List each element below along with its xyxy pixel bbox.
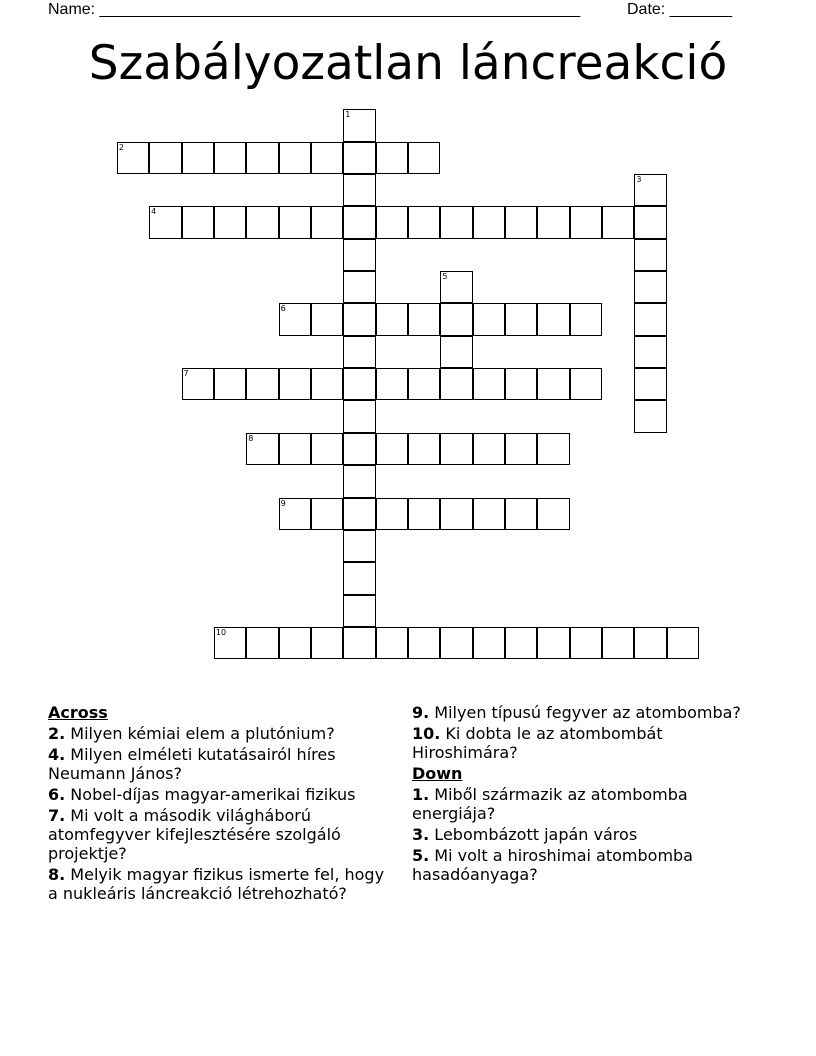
crossword-cell[interactable] xyxy=(505,206,537,238)
clue-down-3 xyxy=(412,825,742,844)
cell-number: 4 xyxy=(151,207,157,217)
crossword-cell[interactable] xyxy=(182,142,214,174)
crossword-cell[interactable] xyxy=(634,400,666,432)
crossword-cell[interactable] xyxy=(376,206,408,238)
clue-down-5 xyxy=(412,846,742,884)
crossword-cell[interactable] xyxy=(408,627,440,659)
crossword-cell[interactable] xyxy=(537,206,569,238)
clue-down-1 xyxy=(412,785,742,823)
clue-number: 8. xyxy=(48,865,66,884)
crossword-cell[interactable] xyxy=(505,627,537,659)
page-title: Szabályozatlan láncreakció xyxy=(88,36,728,91)
clue-number: 6. xyxy=(48,785,66,804)
crossword-cell[interactable] xyxy=(440,433,472,465)
crossword-cell[interactable] xyxy=(634,239,666,271)
crossword-cell[interactable] xyxy=(279,142,311,174)
crossword-cell[interactable] xyxy=(343,530,375,562)
crossword-cell[interactable] xyxy=(214,627,246,659)
crossword-cell[interactable] xyxy=(473,206,505,238)
crossword-cell[interactable] xyxy=(149,206,181,238)
crossword-cell[interactable] xyxy=(343,562,375,594)
cell-number: 8 xyxy=(248,433,254,443)
crossword-cell[interactable] xyxy=(440,206,472,238)
crossword-cell[interactable] xyxy=(279,433,311,465)
crossword-cell[interactable] xyxy=(343,400,375,432)
crossword-cell[interactable] xyxy=(505,433,537,465)
crossword-cell[interactable] xyxy=(634,206,666,238)
clue-number: 4. xyxy=(48,745,66,764)
clue-across-9 xyxy=(412,703,742,722)
crossword-cell[interactable] xyxy=(182,206,214,238)
crossword-cell[interactable] xyxy=(408,142,440,174)
crossword-cell[interactable] xyxy=(440,303,472,335)
name-line: Name: ______________________________________________________ xyxy=(48,1,581,18)
cell-number: 5 xyxy=(442,272,448,282)
crossword-cell[interactable] xyxy=(279,303,311,335)
crossword-cell[interactable] xyxy=(570,627,602,659)
crossword-cell[interactable] xyxy=(343,595,375,627)
crossword-cell[interactable] xyxy=(537,498,569,530)
cell-number: 7 xyxy=(183,369,189,379)
crossword-cell[interactable] xyxy=(311,206,343,238)
clue-text: Milyen elméleti kutatásairól híres Neumann János? xyxy=(48,745,336,783)
crossword-cell[interactable] xyxy=(343,368,375,400)
crossword-cell[interactable] xyxy=(408,206,440,238)
crossword-cell[interactable] xyxy=(311,368,343,400)
clue-text: Nobel-díjas magyar-amerikai fizikus xyxy=(65,785,356,804)
crossword-cell[interactable] xyxy=(667,627,699,659)
crossword-cell[interactable] xyxy=(440,271,472,303)
crossword-cell[interactable] xyxy=(634,368,666,400)
cell-number: 9 xyxy=(280,498,286,508)
crossword-cell[interactable] xyxy=(246,142,278,174)
crossword-cell[interactable] xyxy=(343,433,375,465)
clue-number: 2. xyxy=(48,724,66,743)
clues-column-left xyxy=(48,703,388,905)
crossword-cell[interactable] xyxy=(505,368,537,400)
crossword-cell[interactable] xyxy=(505,498,537,530)
crossword-cell[interactable] xyxy=(343,465,375,497)
crossword-cell[interactable] xyxy=(343,498,375,530)
crossword-cell[interactable] xyxy=(343,239,375,271)
clue-across-7 xyxy=(48,806,388,863)
crossword-cell[interactable] xyxy=(440,498,472,530)
crossword-cell[interactable] xyxy=(311,498,343,530)
crossword-cell[interactable] xyxy=(343,271,375,303)
crossword-cell[interactable] xyxy=(246,206,278,238)
cell-number: 6 xyxy=(280,304,286,314)
crossword-cell[interactable] xyxy=(311,627,343,659)
clue-number: 3. xyxy=(412,825,430,844)
crossword-cell[interactable] xyxy=(602,627,634,659)
crossword-cell[interactable] xyxy=(473,303,505,335)
crossword-cell[interactable] xyxy=(246,433,278,465)
crossword-cell[interactable] xyxy=(279,498,311,530)
crossword-cell[interactable] xyxy=(505,303,537,335)
across-heading: Across xyxy=(48,703,108,722)
crossword-cell[interactable] xyxy=(182,368,214,400)
crossword-cell[interactable] xyxy=(376,627,408,659)
crossword-cell[interactable] xyxy=(246,627,278,659)
crossword-cell[interactable] xyxy=(311,303,343,335)
crossword-cell[interactable] xyxy=(473,368,505,400)
clue-across-8 xyxy=(48,865,388,903)
crossword-cell[interactable] xyxy=(311,142,343,174)
crossword-cell[interactable] xyxy=(634,627,666,659)
clue-number: 1. xyxy=(412,785,430,804)
crossword-cell[interactable] xyxy=(214,206,246,238)
crossword-cell[interactable] xyxy=(473,498,505,530)
crossword-cell[interactable] xyxy=(440,336,472,368)
crossword-cell[interactable] xyxy=(602,206,634,238)
clue-number: 5. xyxy=(412,846,430,865)
crossword-cell[interactable] xyxy=(408,303,440,335)
clue-text: Melyik magyar fizikus ismerte fel, hogy a nukleáris láncreakció létrehozható? xyxy=(48,865,385,903)
crossword-cell[interactable] xyxy=(408,433,440,465)
crossword-cell[interactable] xyxy=(537,433,569,465)
clue-text: Milyen típusú fegyver az atombomba? xyxy=(429,703,741,722)
crossword-cell[interactable] xyxy=(343,627,375,659)
cell-number: 1 xyxy=(345,110,351,120)
down-heading: Down xyxy=(412,764,463,783)
clue-number: 10. xyxy=(412,724,441,743)
clue-across-6 xyxy=(48,785,388,804)
crossword-cell[interactable] xyxy=(343,174,375,206)
clue-number: 7. xyxy=(48,806,66,825)
crossword-cell[interactable] xyxy=(440,627,472,659)
crossword-cell[interactable] xyxy=(376,368,408,400)
crossword-cell[interactable] xyxy=(537,627,569,659)
crossword-cell[interactable] xyxy=(149,142,181,174)
crossword-cell[interactable] xyxy=(408,368,440,400)
crossword-cell[interactable] xyxy=(440,368,472,400)
crossword-cell[interactable] xyxy=(473,627,505,659)
crossword-cell[interactable] xyxy=(117,142,149,174)
crossword-cell[interactable] xyxy=(343,142,375,174)
crossword-cell[interactable] xyxy=(311,433,343,465)
crossword-cell[interactable] xyxy=(279,627,311,659)
crossword-cell[interactable] xyxy=(634,271,666,303)
crossword-cell[interactable] xyxy=(376,498,408,530)
clue-text: Ki dobta le az atombombát Hiroshimára? xyxy=(412,724,663,762)
crossword-cell[interactable] xyxy=(246,368,278,400)
crossword-cell[interactable] xyxy=(473,433,505,465)
clue-across-10 xyxy=(412,724,742,762)
crossword-cell[interactable] xyxy=(634,336,666,368)
date-line: Date: _______ xyxy=(627,1,732,18)
crossword-cell[interactable] xyxy=(537,303,569,335)
crossword-cell[interactable] xyxy=(570,303,602,335)
clues-column-right xyxy=(412,703,742,886)
crossword-cell[interactable] xyxy=(343,303,375,335)
clue-text: Miből származik az atombomba energiája? xyxy=(412,785,688,823)
crossword-cell[interactable] xyxy=(376,142,408,174)
crossword-cell[interactable] xyxy=(343,336,375,368)
crossword-cell[interactable] xyxy=(343,206,375,238)
crossword-cell[interactable] xyxy=(376,303,408,335)
crossword-cell[interactable] xyxy=(570,206,602,238)
clue-across-2 xyxy=(48,724,388,743)
crossword-cell[interactable] xyxy=(570,368,602,400)
crossword-cell[interactable] xyxy=(537,368,569,400)
cell-number: 10 xyxy=(215,627,227,637)
cell-number: 2 xyxy=(118,142,124,152)
clue-number: 9. xyxy=(412,703,430,722)
crossword-cell[interactable] xyxy=(343,109,375,141)
clue-across-4 xyxy=(48,745,388,783)
crossword-cell[interactable] xyxy=(634,303,666,335)
crossword-cell[interactable] xyxy=(376,433,408,465)
cell-number: 3 xyxy=(636,175,642,184)
clue-text: Mi volt a hiroshimai atombomba hasadóanyaga? xyxy=(412,846,693,884)
crossword-cell[interactable] xyxy=(214,142,246,174)
crossword-cell[interactable] xyxy=(279,368,311,400)
crossword-cell[interactable] xyxy=(634,174,666,206)
clue-text: Lebombázott japán város xyxy=(429,825,638,844)
crossword-cell[interactable] xyxy=(279,206,311,238)
crossword-cell[interactable] xyxy=(408,498,440,530)
crossword-cell[interactable] xyxy=(214,368,246,400)
clue-text: Mi volt a második világháború atomfegyver kifejlesztésére szolgáló projektje? xyxy=(48,806,341,863)
clue-text: Milyen kémiai elem a plutónium? xyxy=(65,724,335,743)
